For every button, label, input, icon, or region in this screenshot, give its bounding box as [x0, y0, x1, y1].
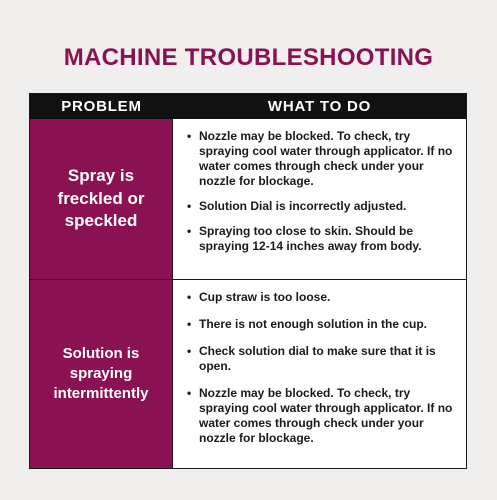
- problem-cell: [30, 119, 173, 279]
- list-item: [187, 290, 460, 305]
- solution-text: There is not enough solution in the cup.: [199, 317, 427, 331]
- bullet-icon: •: [187, 386, 192, 400]
- header-what-to-do: WHAT TO DO: [267, 98, 372, 115]
- header-problem: PROBLEM: [61, 98, 142, 115]
- bullet-icon: •: [187, 317, 192, 331]
- list-item: [187, 344, 460, 374]
- list-item: [187, 129, 460, 189]
- page-title: MACHINE TROUBLESHOOTING: [63, 44, 434, 71]
- solution-cell: [173, 280, 466, 468]
- list-item: [187, 224, 460, 254]
- troubleshooting-table: [29, 93, 467, 469]
- bullet-icon: •: [187, 290, 192, 304]
- table-header: [30, 94, 466, 119]
- problem-text: Spray is freckled or speckled: [57, 165, 145, 231]
- solution-text: Nozzle may be blocked. To check, try spraying cool water through applicator. If no water comes through check under your nozzle for blockage.: [199, 386, 453, 445]
- solution-text: Check solution dial to make sure that it is open.: [199, 344, 436, 373]
- solution-cell: [173, 119, 466, 279]
- table-row: [30, 119, 466, 280]
- problem-text: Solution is spraying intermittently: [53, 344, 149, 403]
- bullet-icon: •: [187, 129, 192, 143]
- problem-cell: [30, 280, 173, 468]
- solution-list: [187, 290, 460, 446]
- bullet-icon: •: [187, 344, 192, 358]
- table-row: [30, 280, 466, 468]
- bullet-icon: •: [187, 224, 192, 238]
- solution-text: Nozzle may be blocked. To check, try spraying cool water through applicator. If no water comes through check under your nozzle for blockage.: [199, 129, 453, 188]
- list-item: [187, 317, 460, 332]
- solution-text: Spraying too close to skin. Should be spraying 12-14 inches away from body.: [199, 224, 422, 253]
- solution-list: [187, 129, 460, 254]
- list-item: [187, 386, 460, 446]
- list-item: [187, 199, 460, 214]
- solution-text: Solution Dial is incorrectly adjusted.: [199, 199, 407, 213]
- solution-text: Cup straw is too loose.: [199, 290, 331, 304]
- bullet-icon: •: [187, 199, 192, 213]
